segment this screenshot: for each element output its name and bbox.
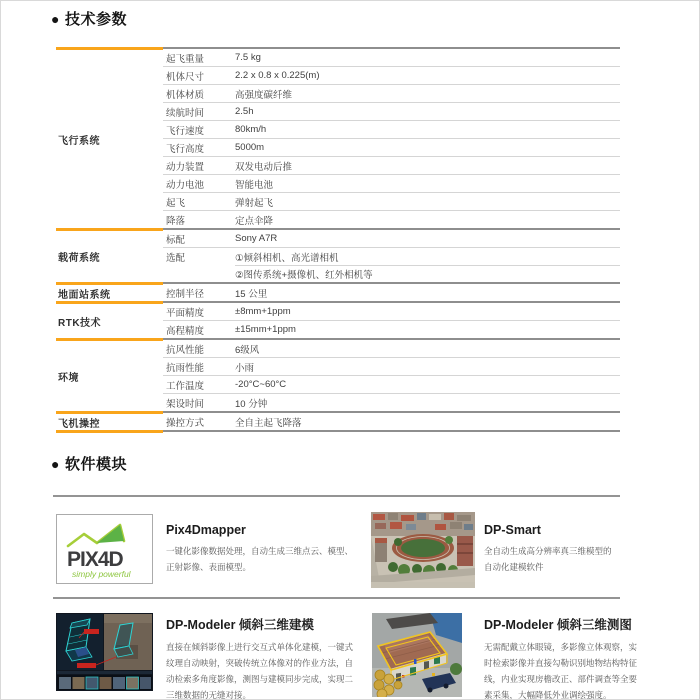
spec-value: ±8mm+1ppm <box>235 306 291 317</box>
spec-row <box>163 413 620 430</box>
spec-group-flight-system <box>56 47 620 228</box>
spec-param: 降落 <box>166 215 186 227</box>
spec-value: 全自主起飞降落 <box>235 417 302 429</box>
module-title: DP-Smart <box>484 523 541 537</box>
spec-group-rtk <box>56 301 620 338</box>
spec-param: 平面精度 <box>166 307 205 319</box>
spec-value: 智能电池 <box>235 179 274 191</box>
bullet-icon: ● <box>51 455 60 472</box>
pix4d-logo-graphic <box>57 515 152 583</box>
spec-value: 定点伞降 <box>235 215 274 227</box>
spec-value: 2.5h <box>235 106 254 117</box>
spec-row <box>163 174 620 192</box>
spec-param: 起飞 <box>166 197 186 209</box>
spec-value: 10 分钟 <box>235 398 268 410</box>
spec-value: 2.2 x 0.8 x 0.225(m) <box>235 70 320 81</box>
divider-line <box>53 495 620 497</box>
spec-value: ①倾斜相机、高光谱相机 <box>235 252 339 264</box>
spec-param: 标配 <box>166 234 186 246</box>
spec-param: 动力电池 <box>166 179 205 191</box>
bullet-icon: ● <box>51 10 60 27</box>
spec-value: 7.5 kg <box>235 52 261 63</box>
spec-row <box>163 66 620 84</box>
spec-category-label: 飞行系统 <box>56 47 163 228</box>
spec-row <box>163 247 620 265</box>
module-dp-modeler-modeling <box>166 615 356 700</box>
module-title: DP-Modeler 倾斜三维建模 <box>166 618 314 632</box>
spec-param: 抗雨性能 <box>166 362 205 374</box>
spec-param: 操控方式 <box>166 417 205 429</box>
spec-group-payload-system <box>56 228 620 282</box>
spec-value: 弹射起飞 <box>235 197 274 209</box>
spec-row <box>163 138 620 156</box>
spec-value: -20°C~60°C <box>235 379 287 390</box>
dp-modeler-modeling-screenshot <box>56 613 153 691</box>
spec-param: 选配 <box>166 252 186 264</box>
module-pix4dmapper <box>166 523 356 575</box>
spec-category-label: 地面站系统 <box>56 282 163 301</box>
spec-category-label: 载荷系统 <box>56 228 163 282</box>
module-dp-smart <box>484 523 619 575</box>
spec-table-bottom-edge <box>56 430 620 433</box>
spec-group-environment <box>56 338 620 411</box>
module-title: DP-Modeler 倾斜三维测图 <box>484 618 632 632</box>
spec-param: 机体尺寸 <box>166 71 205 83</box>
spec-row <box>163 84 620 102</box>
spec-param: 续航时间 <box>166 107 205 119</box>
spec-param: 工作温度 <box>166 380 205 392</box>
spec-param: 控制半径 <box>166 288 205 300</box>
pix4d-logo <box>56 514 153 584</box>
module-dp-modeler-mapping <box>484 615 640 700</box>
divider-line <box>53 597 620 599</box>
spec-row <box>163 284 620 301</box>
spec-row <box>163 265 620 282</box>
spec-param: 高程精度 <box>166 325 205 337</box>
tech-section-title: 技术参数 <box>64 11 127 28</box>
spec-param: 飞行速度 <box>166 125 205 137</box>
module-description: 无需配戴立体眼镜，多影像立体观察，实时检索影像并直接勾勒识别地物结构特征线，内业实现房檐改正、部件调查等全要素采集，大幅降低外业调绘强度。 <box>484 642 638 700</box>
spec-row <box>163 192 620 210</box>
spec-row <box>163 210 620 228</box>
spec-param: 架设时间 <box>166 398 205 410</box>
spec-param: 动力装置 <box>166 161 205 173</box>
spec-row <box>163 320 620 338</box>
spec-value: ±15mm+1ppm <box>235 324 296 335</box>
tech-section-heading <box>51 8 127 29</box>
module-description: 一键化影像数据处理，自动生成三维点云、模型、正射影像、表面模型。 <box>166 546 354 572</box>
spec-value: 15 公里 <box>235 288 268 300</box>
oblique-mapping-graphic <box>372 613 462 697</box>
dp-modeler-mapping-image <box>372 613 462 697</box>
spec-param: 起飞重量 <box>166 53 205 65</box>
module-description: 全自动生成高分辨率真三维模型的自动化建模软件 <box>484 546 612 572</box>
spec-row <box>163 49 620 66</box>
module-title: Pix4Dmapper <box>166 523 246 537</box>
pix4d-tagline: simply powerful <box>72 569 131 579</box>
spec-category-label: 环境 <box>56 338 163 411</box>
pix4d-logo-text: PIX4D <box>67 548 123 571</box>
spec-table <box>56 47 620 433</box>
spec-value: 6级风 <box>235 344 260 356</box>
spec-category-label: 飞机操控 <box>56 411 163 430</box>
spec-group-aircraft-control <box>56 411 620 430</box>
aerial-campus-graphic <box>371 512 475 588</box>
spec-row <box>163 357 620 375</box>
spec-row <box>163 102 620 120</box>
spec-value: 5000m <box>235 142 265 153</box>
spec-row <box>163 393 620 411</box>
spec-category-label: RTK技术 <box>56 301 163 338</box>
software-section-title: 软件模块 <box>64 456 127 473</box>
spec-value: 高强度碳纤维 <box>235 89 293 101</box>
spec-row <box>163 340 620 357</box>
spec-row <box>163 303 620 320</box>
spec-group-ground-station <box>56 282 620 301</box>
spec-value: 80km/h <box>235 124 267 135</box>
spec-row <box>163 375 620 393</box>
spec-row <box>163 120 620 138</box>
spec-param: 飞行高度 <box>166 143 205 155</box>
dp-smart-aerial-image <box>371 512 475 588</box>
spec-row <box>163 156 620 174</box>
module-description: 直接在倾斜影像上进行交互式单体化建模，一键式纹理自动映射，突破传统立体像对的作业方法，自动检索多角度影像，测图与建模同步完成，实现二三维数据的无缝对接。 <box>166 642 354 700</box>
spec-value: 小雨 <box>235 362 255 374</box>
spec-value: Sony A7R <box>235 233 278 244</box>
spec-param: 机体材质 <box>166 89 205 101</box>
spec-param: 抗风性能 <box>166 344 205 356</box>
spec-row <box>163 230 620 247</box>
spec-value: ②图传系统+摄像机、红外相机等 <box>235 265 620 282</box>
software-section-heading <box>51 453 127 474</box>
spec-value: 双发电动后推 <box>235 161 293 173</box>
modeling-software-graphic <box>56 613 153 691</box>
